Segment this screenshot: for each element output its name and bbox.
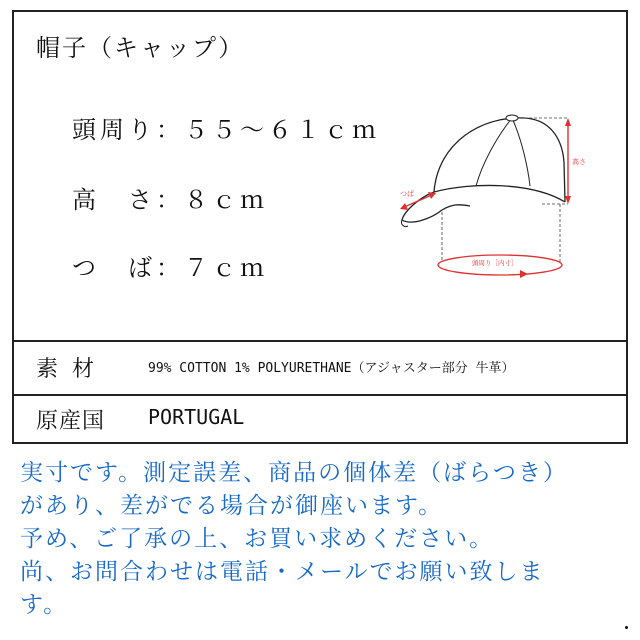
brim-value: ７ｃｍ — [184, 254, 268, 282]
brim-row — [72, 248, 268, 283]
note-line: 実寸です。測定誤差、商品の個体差（ばらつき） — [20, 460, 568, 486]
note-line: があり、差がでる場合が御座います。 — [20, 493, 444, 519]
disclaimer-note — [20, 457, 630, 622]
height-row — [72, 180, 268, 215]
material-value: 99% COTTON 1% POLYURETHANE（アジャスター部分 牛革） — [148, 361, 515, 376]
cap-diagram-icon — [372, 112, 592, 282]
note-line: 尚、お問合わせは電話・メールでお願い致しま — [20, 559, 545, 585]
origin-label: 原産国 — [36, 409, 106, 434]
head-size-label: 頭周り： — [72, 116, 184, 144]
corner-dot — [625, 626, 628, 629]
height-value: ８ｃｍ — [184, 186, 268, 214]
origin-section — [14, 394, 626, 444]
brim-label: つ ば： — [72, 254, 184, 282]
head-tag: 頭周り［内寸］ — [472, 259, 518, 267]
origin-value: PORTUGAL — [148, 405, 245, 429]
product-title: 帽子（キャップ） — [36, 34, 245, 62]
material-label: 素材 — [36, 357, 109, 382]
height-label: 高 さ： — [72, 186, 184, 214]
material-section — [14, 340, 626, 396]
size-section — [14, 12, 626, 342]
note-line: 予め、ご了承の上、お買い求めください。 — [20, 526, 495, 552]
head-size-value: ５５～６１ｃｍ — [184, 116, 380, 144]
size-spec-table — [12, 10, 628, 444]
head-size-row — [72, 110, 380, 145]
brim-tag: つば — [400, 190, 414, 198]
height-tag: 高さ — [572, 158, 586, 166]
note-line: す。 — [20, 592, 69, 618]
